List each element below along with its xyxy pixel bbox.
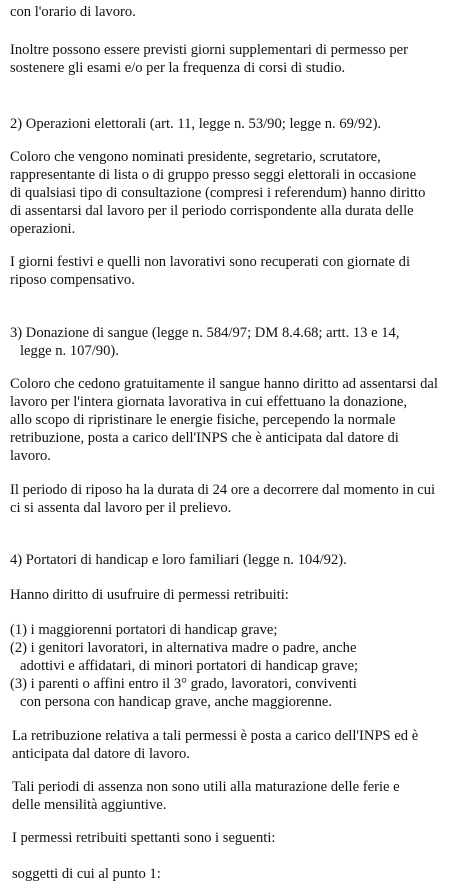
text-line: I permessi retribuiti spettanti sono i seguenti: <box>12 830 276 846</box>
text-line: Il periodo di riposo ha la durata di 24 ore a decorrere dal momento in cui <box>10 482 436 498</box>
text-line: delle mensilità aggiuntive. <box>12 797 167 813</box>
text-line: sostenere gli esami e/o per la frequenza di corsi di studio. <box>10 60 346 76</box>
text-line: con l'orario di lavoro. <box>10 4 136 20</box>
section-heading-4: 4) Portatori di handicap e loro familiari (legge n. 104/92). <box>10 552 347 568</box>
list-item: (3) i parenti o affini entro il 3° grado, lavoratori, conviventi <box>10 676 357 692</box>
text-line: Coloro che cedono gratuitamente il sangue hanno diritto ad assentarsi dal <box>10 376 438 392</box>
text-line: allo scopo di ripristinare le energie fisiche, percependo la normale <box>10 412 396 428</box>
list-item-cont: con persona con handicap grave, anche maggiorenne. <box>20 694 333 710</box>
text-line: ci si assenta dal lavoro per il prelievo. <box>10 500 232 516</box>
text-line: Hanno diritto di usufruire di permessi retribuiti: <box>10 587 289 603</box>
text-line: lavoro. <box>10 448 51 464</box>
text-line: anticipata dal datore di lavoro. <box>12 746 190 762</box>
text-line: soggetti di cui al punto 1: <box>12 866 161 882</box>
text-line: Coloro che vengono nominati presidente, segretario, scrutatore, <box>10 149 381 165</box>
text-line: rappresentante di lista o di gruppo presso seggi elettorali in occasione <box>10 167 417 183</box>
text-line: lavoro per l'intera giornata lavorativa in cui effettuano la donazione, <box>10 394 408 410</box>
text-line: La retribuzione relativa a tali permessi è posta a carico dell'INPS ed è <box>12 728 419 744</box>
text-line: I giorni festivi e quelli non lavorativi sono recuperati con giornate di <box>10 254 410 270</box>
section-heading-3-cont: legge n. 107/90). <box>20 343 119 359</box>
text-line: di assentarsi dal lavoro per il periodo corrispondente alla durata delle <box>10 203 414 219</box>
list-item: (2) i genitori lavoratori, in alternativa madre o padre, anche <box>10 640 357 656</box>
text-line: retribuzione, posta a carico dell'INPS che è anticipata dal datore di <box>10 430 399 446</box>
text-line: riposo compensativo. <box>10 272 135 288</box>
section-heading-2: 2) Operazioni elettorali (art. 11, legge n. 53/90; legge n. 69/92). <box>10 116 382 132</box>
list-item-cont: adottivi e affidatari, di minori portatori di handicap grave; <box>20 658 359 674</box>
text-line: operazioni. <box>10 221 76 237</box>
text-line: Inoltre possono essere previsti giorni supplementari di permesso per <box>10 42 408 58</box>
list-item: (1) i maggiorenni portatori di handicap grave; <box>10 622 278 638</box>
text-line: di qualsiasi tipo di consultazione (compresi i referendum) hanno diritto <box>10 185 426 201</box>
section-heading-3: 3) Donazione di sangue (legge n. 584/97; DM 8.4.68; artt. 13 e 14, <box>10 325 400 341</box>
text-line: Tali periodi di assenza non sono utili alla maturazione delle ferie e <box>12 779 400 795</box>
